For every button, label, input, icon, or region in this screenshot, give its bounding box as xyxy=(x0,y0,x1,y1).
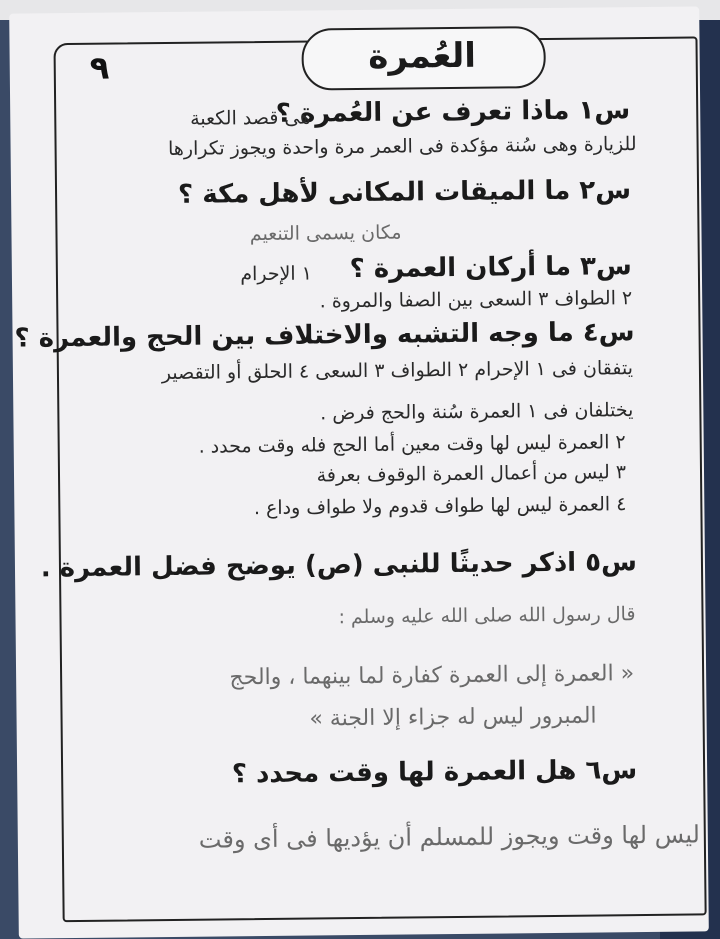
answer-3a: ١ الإحرام xyxy=(240,262,313,286)
question-3: س٣ ما أركان العمرة ؟ xyxy=(349,251,633,285)
question-5: س٥ اذكر حديثًا للنبى (ص) يوضح فضل العمرة . xyxy=(40,547,638,584)
question-2: س٢ ما الميقات المكانى لأهل مكة ؟ xyxy=(177,175,632,210)
question-1: س١ ماذا تعرف عن العُمرة ؟ xyxy=(275,95,631,129)
answer-1b: للزيارة وهى سُنة مؤكدة فى العمر مرة واحدة ويجوز تكرارها xyxy=(167,133,637,160)
answer-4-d3: ٣ ليس من أعمال العمرة الوقوف بعرفة xyxy=(316,461,627,487)
answer-4-d4: ٤ العمرة ليس لها طواف قدوم ولا طواف وداع . xyxy=(253,493,627,520)
answer-3b: ٢ الطواف ٣ السعى بين الصفا والمروة . xyxy=(319,287,633,313)
paper-sheet xyxy=(9,6,709,938)
answer-5-intro: قال رسول الله صلى الله عليه وسلم : xyxy=(338,603,636,629)
page-title: العُمرة xyxy=(368,35,477,77)
answer-4-similar: يتفقان فى ١ الإحرام ٢ الطواف ٣ السعى ٤ الحلق أو التقصير xyxy=(161,357,634,385)
answer-5-hadith-a: « العمرة إلى العمرة كفارة لما بينهما ، والحج xyxy=(229,661,635,691)
answer-1a: هى قصد الكعبة xyxy=(190,106,311,130)
question-6: س٦ هل العمرة لها وقت محدد ؟ xyxy=(231,755,638,790)
page-number: ٩ xyxy=(89,48,110,87)
answer-2: مكان يسمى التنعيم xyxy=(249,221,402,246)
answer-4-d2: ٢ العمرة ليس لها وقت معين أما الحج فله وقت محدد . xyxy=(198,431,626,458)
answer-4-differ: يختلفان فى ١ العمرة سُنة والحج فرض . xyxy=(320,399,634,425)
question-4: س٤ ما وجه التشبه والاختلاف بين الحج والعمرة ؟ xyxy=(14,317,635,354)
answer-6: ليس لها وقت ويجوز للمسلم أن يؤديها فى أى وقت xyxy=(198,820,700,854)
answer-5-hadith-b: المبرور ليس له جزاء إلا الجنة » xyxy=(309,703,597,732)
